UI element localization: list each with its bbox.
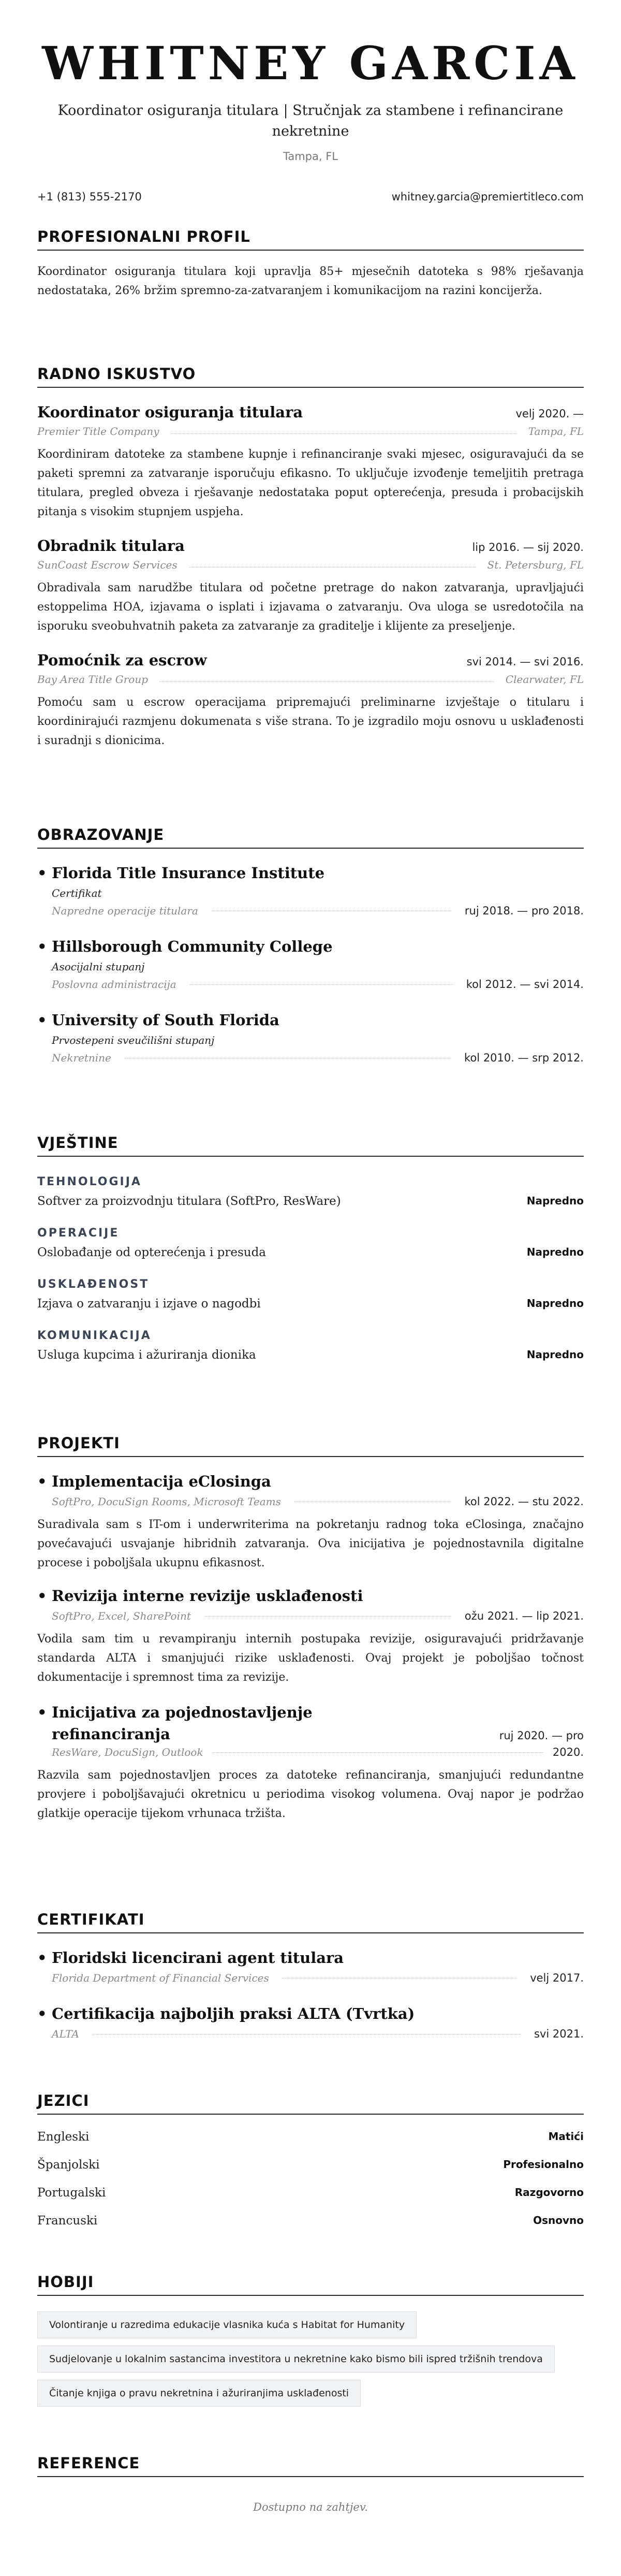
skill-level: Napredno [526,1348,584,1361]
hobby-tag: Sudjelovanje u lokalnim sastancima investitora u nekretnine kako bismo bili ispred tržišnih trendova [37,2346,555,2373]
skill-level: Napredno [526,1297,584,1309]
job-description: Obradivala sam narudžbe titulara od početne pretrage do nakon zatvaranja, upravljajući estoppelima HOA, izjavama o isplati i izjavama o zatvaranju. Ova uloga se usredotočila na isporuku sveobuhvatnih paketa za zatvaranje za graditelje i klijente za preseljenje. [37,581,584,633]
job-title: Pomoćnik za escrow [37,651,207,669]
language-level: Osnovno [533,2214,584,2226]
job-company: Premier Title Company [37,425,159,438]
email-address: whitney.garcia@premiertitleco.com [391,191,584,203]
certificate-issuer: Florida Department of Financial Services [52,1972,269,1984]
project-entry [37,1473,584,1573]
education-date: kol 2010. — srp 2012. [464,1052,584,1064]
bullet-icon: • [37,1473,47,1490]
skill-level: Napredno [526,1246,584,1258]
project-date-continued: 2020. [552,1746,584,1758]
section-title: CERTIFIKATI [37,1911,584,1933]
skill-name: Softver za proizvodnju titulara (SoftPro, ResWare) [37,1195,341,1208]
project-tools: ResWare, DocuSign, Outlook [52,1746,203,1758]
school-name: University of South Florida [52,1011,279,1029]
section-title: PROFESIONALNI PROFIL [37,228,584,251]
education-section [37,826,584,1064]
certificate-name: Floridski licencirani agent titulara [52,1949,344,1967]
certificate-entry [37,1949,584,1984]
skill-category: OPERACIJE [37,1227,120,1240]
section-title: REFERENCE [37,2454,584,2477]
dotted-leader [204,1616,451,1617]
phone-number: +1 (813) 555-2170 [37,191,142,203]
dotted-leader [213,1752,543,1753]
job-date: svi 2014. — svi 2016. [466,656,584,668]
skill-category: USKLAĐENOST [37,1278,150,1291]
candidate-headline: Koordinator osiguranja titulara | Stručnjak za stambene i refinancirane nekretnine [57,103,564,139]
certificate-name: Certifikacija najboljih praksi ALTA (Tvrtka) [52,2005,415,2022]
education-entry [37,938,584,991]
bullet-icon: • [37,2005,47,2022]
job-location: Tampa, FL [528,425,584,438]
skill-name: Usluga kupcima i ažuriranja dionika [37,1348,256,1362]
languages-section [37,2092,584,2228]
dotted-leader [171,433,517,434]
project-description: Razvila sam pojednostavljen proces za datoteke refinanciranja, smanjujući redundantne provjere i poboljšavajući okretnicu u periodima visokog volumena. Ovaj napor je podržao glatkije operacije tijekom vrhunaca tržišta. [37,1769,584,1820]
dotted-leader [190,984,453,985]
language-name: Portugalski [37,2186,106,2200]
job-description: Pomoću sam u escrow operacijama pripremajući preliminarne izvještaje o titularu i koordinirajući razmjenu dokumenata s više strana. To je izgradilo moju osnovu u usklađenosti i suradnji s dionicima. [37,696,584,747]
language-name: Engleski [37,2130,90,2144]
education-date: kol 2012. — svi 2014. [466,978,584,991]
job-company: SunCoast Escrow Services [37,559,178,571]
skill-category: TEHNOLOGIJA [37,1175,142,1188]
job-date: lip 2016. — sij 2020. [472,541,584,554]
skill-name: Izjava o zatvaranju i izjave o nagodbi [37,1297,261,1311]
candidate-name: WHITNEY GARCIA [42,36,579,90]
degree: Certifikat [52,887,102,899]
certificate-date: svi 2021. [534,2028,584,2040]
project-title: Inicijativa za pojednostavljenje [52,1704,313,1721]
language-row [37,2186,584,2200]
language-row [37,2158,584,2172]
education-entry [37,1011,584,1064]
job-date: velj 2020. — [515,407,584,420]
education-date: ruj 2018. — pro 2018. [464,905,584,917]
job-location: St. Petersburg, FL [487,559,584,571]
section-title: VJEŠTINE [37,1134,584,1157]
dotted-leader [189,566,476,567]
profile-text: Koordinator osiguranja titulara koji upravlja 85+ mjesečnih datoteka s 98% rješavanja nedostataka, 26% bržim spremno-za-zatvaranjem i komunikacijom na razini koncijerža. [37,265,584,297]
resume-header [37,36,584,203]
bullet-icon: • [37,1011,47,1029]
skill-group [37,1175,584,1208]
project-title-continued: refinanciranja [52,1725,170,1743]
job-location: Clearwater, FL [505,673,584,686]
job-entry [37,403,584,521]
contact-row [37,191,584,203]
job-title: Koordinator osiguranja titulara [37,403,303,421]
bullet-icon: • [37,938,47,955]
language-name: Španjolski [37,2158,100,2172]
project-description: Vodila sam tim u revampiranju internih postupaka revizije, osiguravajući pridržavanje standarda ALTA i smanjujući rizike usklađenosti. Ovaj projekt je poboljšao točnost dokumentacije i spremnost tima za revizije. [37,1633,584,1684]
project-title: Revizija interne revizije usklađenosti [52,1587,363,1605]
language-level: Matići [548,2130,584,2143]
dotted-leader [159,681,494,682]
project-description: Suradivala sam s IT-om i underwriterima na pokretanju radnog toka eClosinga, značajno povećavajući usvajanje hibridnih zatvaranja. Ova inicijativa je pojednostavnila digitalne procese i poboljšala ukupnu efikasnost. [37,1518,584,1569]
hobby-tag: Volontiranje u razredima edukacije vlasnika kuća s Habitat for Humanity [37,2311,417,2338]
project-entry [37,1587,584,1687]
section-title: RADNO ISKUSTVO [37,365,584,388]
language-level: Razgovorno [514,2186,584,2199]
certificates-section [37,1911,584,2040]
project-entry [37,1701,584,1823]
projects-section [37,1434,584,1823]
bullet-icon: • [37,864,47,882]
job-entry [37,537,584,636]
section-title: OBRAZOVANJE [37,826,584,849]
skill-name: Oslobađanje od opterećenja i presuda [37,1246,267,1259]
skill-group [37,1278,584,1311]
hobby-tag: Čitanje knjiga o pravu nekretnina i ažuriranjima usklađenosti [37,2380,361,2407]
language-level: Profesionalno [503,2158,584,2171]
resume-content [37,0,584,2513]
bullet-icon: • [37,1587,47,1605]
language-name: Francuski [37,2214,98,2228]
job-entry [37,651,584,750]
hobbies-section [37,2273,584,2407]
degree: Prvostepeni sveučilišni stupanj [52,1034,215,1046]
certificate-entry [37,2005,584,2040]
skills-section [37,1134,584,1362]
references-section [37,2454,584,2513]
certificate-issuer: ALTA [52,2028,79,2040]
certificate-date: velj 2017. [530,1972,584,1984]
project-tools: SoftPro, DocuSign Rooms, Microsoft Teams [52,1495,281,1508]
field-of-study: Poslovna administracija [52,978,176,991]
school-name: Hillsborough Community College [52,938,333,955]
language-row [37,2214,584,2228]
language-row [37,2130,584,2144]
bullet-icon: • [37,1949,47,1967]
project-title: Implementacija eClosinga [52,1473,271,1490]
section-title: JEZICI [37,2092,584,2115]
degree: Asocijalni stupanj [52,960,145,973]
skill-category: KOMUNIKACIJA [37,1329,152,1342]
project-date: ožu 2021. — lip 2021. [464,1610,584,1622]
section-title: PROJEKTI [37,1434,584,1457]
skill-level: Napredno [526,1195,584,1207]
references-text: Dostupno na zahtjev. [253,2501,368,2513]
job-description: Koordiniram datoteke za stambene kupnje i refinanciranje svaki mjesec, osiguravajući da se paketi spremni za zatvaranje isporučuju efikasno. To uključuje izvođenje temeljitih pretraga titulara, pregled obveza i rješavanje nedostataka poput opterećenja, presuda i probacijskih pitanja s visokim stupnjem uspjeha. [37,448,584,518]
project-date: ruj 2020. — pro [499,1729,584,1742]
field-of-study: Nekretnine [52,1052,111,1064]
experience-section [37,365,584,750]
skill-group [37,1227,584,1259]
education-entry [37,864,584,917]
project-date: kol 2022. — stu 2022. [464,1495,584,1508]
profile-section [37,228,584,300]
field-of-study: Napredne operacije titulara [52,905,198,917]
job-title: Obradnik titulara [37,537,185,555]
skill-group [37,1329,584,1362]
school-name: Florida Title Insurance Institute [52,864,325,882]
bullet-icon: • [37,1704,47,1721]
candidate-location: Tampa, FL [283,150,338,163]
job-company: Bay Area Title Group [37,673,149,686]
project-tools: SoftPro, Excel, SharePoint [52,1610,191,1622]
section-title: HOBIJI [37,2273,584,2296]
